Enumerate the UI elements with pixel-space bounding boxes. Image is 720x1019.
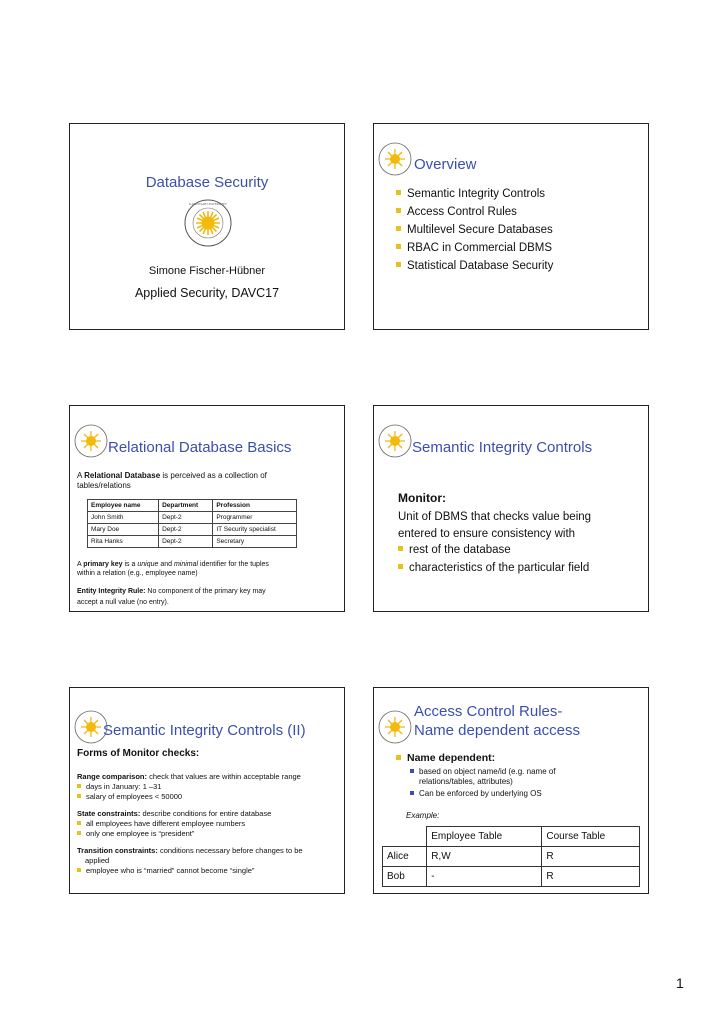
slide-semantic-integrity-controls-ii [69, 687, 345, 894]
list-item: Name dependent: [396, 751, 495, 765]
entity-integrity-text: Entity Integrity Rule: No component of the primary key may accept a null value (no entry). [77, 588, 266, 606]
primary-key-text: A primary key is a unique and minimal identifier for the tuples within a relation (e.g., employee name) [77, 561, 269, 577]
slide-overview [373, 123, 649, 330]
example-label: Example: [406, 811, 440, 820]
list-item: Semantic Integrity Controls [396, 187, 545, 201]
monitor-description: Unit of DBMS that checks value being entered to ensure consistency with [398, 511, 592, 540]
slide-title: Semantic Integrity Controls [412, 439, 593, 456]
transition-constraints-block: Transition constraints: conditions necessary before changes to be applied employee who is “married” cannot become “single” [77, 846, 303, 875]
list-item: Statistical Database Security [396, 259, 553, 273]
slide-access-control-rules [373, 687, 649, 894]
course-name: Applied Security, DAVC17 [134, 286, 280, 300]
slide-semantic-integrity-controls [373, 405, 649, 612]
university-seal-icon [378, 710, 412, 744]
table-row: John Smith Dept-2 Programmer [88, 512, 297, 524]
table-header-row: Employee Table Course Table [383, 827, 640, 847]
table-row: Bob - R [383, 867, 640, 887]
state-constraints-block: State constraints: describe conditions for entire database all employees have different employee numbers only one employee is “president” [77, 809, 272, 838]
range-comparison-block: Range comparison: check that values are within acceptable range days in January: 1 –31 salary of employees < 50000 [77, 772, 301, 801]
list-item: rest of the database [398, 543, 511, 557]
table-row: Alice R,W R [383, 847, 640, 867]
slide-title: Access Control Rules- Name dependent access [414, 703, 580, 739]
table-row: Rita Hanks Dept-2 Secretary [88, 536, 297, 548]
list-item: characteristics of the particular field [398, 561, 589, 575]
slide-database-security [69, 123, 345, 330]
university-seal-icon [74, 424, 108, 458]
list-item: RBAC in Commercial DBMS [396, 241, 552, 255]
intro-text: A Relational Database is perceived as a collection of tables/relations [77, 471, 267, 490]
seal-lettering: KARLSTADS UNIVERSITET [189, 202, 227, 206]
page-number: 1 [676, 975, 684, 991]
section-heading: Forms of Monitor checks: [77, 748, 200, 759]
access-matrix-table [382, 826, 640, 887]
list-item: Access Control Rules [396, 205, 517, 219]
university-seal-icon [378, 142, 412, 176]
table-header-row: Employee name Department Profession [88, 500, 297, 512]
sub-bullet: Can be enforced by underlying OS [410, 789, 542, 799]
slide-title: Semantic Integrity Controls (II) [103, 722, 306, 739]
slide-title: Overview [414, 156, 477, 173]
university-seal-icon [378, 424, 412, 458]
slide-title: Relational Database Basics [108, 439, 292, 456]
monitor-heading: Monitor: [398, 491, 446, 505]
sub-bullet: based on object name/id (e.g. name of relations/tables, attributes) [410, 767, 556, 787]
slide-relational-database-basics [69, 405, 345, 612]
author-name: Simone Fischer-Hübner [148, 265, 266, 277]
university-seal-icon [183, 198, 233, 248]
slide-title: Database Security [145, 174, 269, 191]
table-row: Mary Doe Dept-2 IT Security specialist [88, 524, 297, 536]
employee-table [87, 499, 297, 548]
list-item: Multilevel Secure Databases [396, 223, 553, 237]
